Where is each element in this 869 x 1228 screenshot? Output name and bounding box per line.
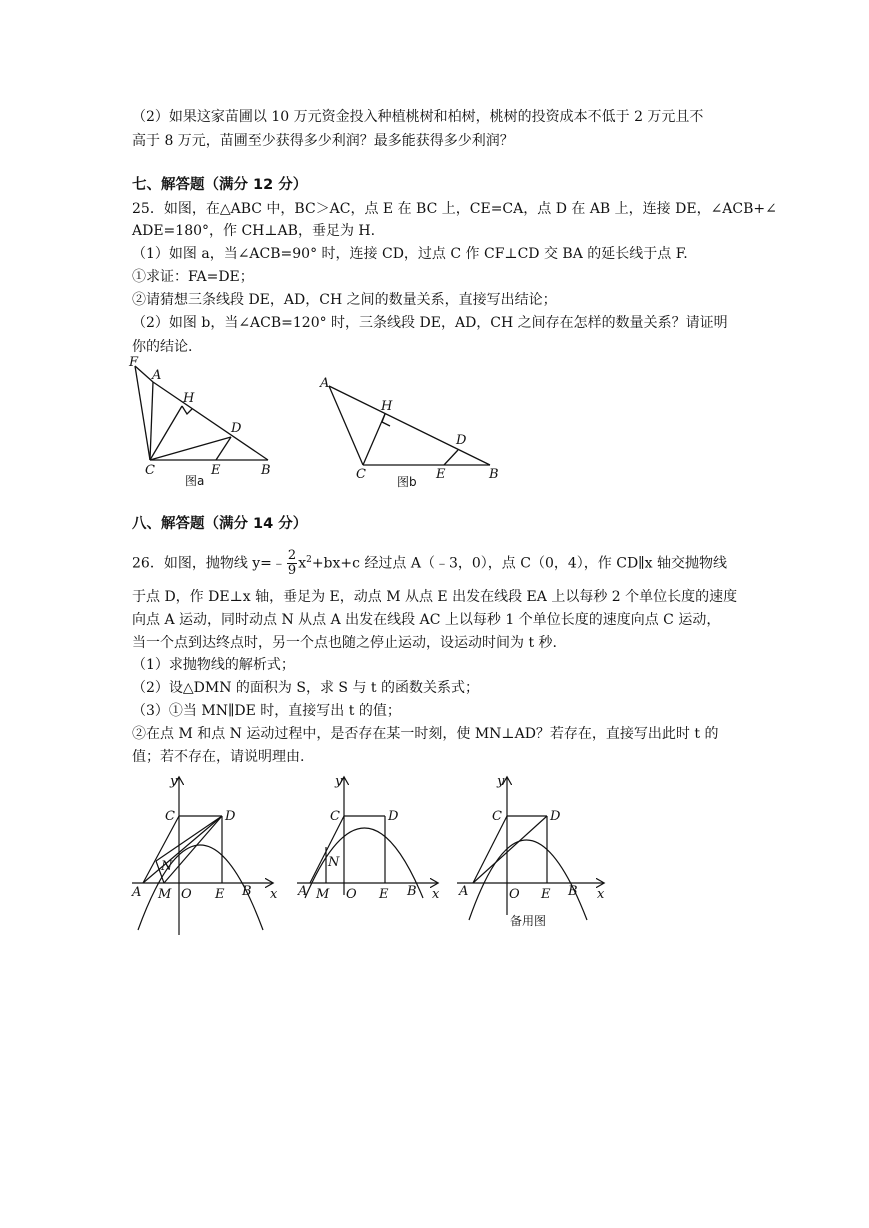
fig1-label-N: N	[161, 859, 173, 874]
q25-line-2: ADE=180°，作 CH⊥AB，垂足为 H.	[132, 223, 376, 239]
fig-b-label-D: D	[456, 433, 467, 448]
q26-line-1	[132, 549, 727, 578]
fig-a-label-C: C	[145, 463, 155, 478]
fraction-numerator: 2	[287, 548, 297, 563]
fig3-label-D: D	[550, 809, 561, 824]
figure-a	[125, 355, 285, 490]
fig-b-label-H: H	[381, 399, 393, 414]
fig3-label-y: y	[497, 774, 505, 789]
fig2-label-D: D	[388, 809, 399, 824]
fig2-label-A: A	[298, 884, 308, 899]
fig3-label-O: O	[509, 887, 520, 902]
fig-b-label-A: A	[320, 376, 330, 391]
fig2-label-x: x	[432, 887, 440, 902]
q26-line-4: 当一个点到达终点时，另一个点也随之停止运动，设运动时间为 t 秒.	[132, 635, 557, 651]
fig2-label-y: y	[335, 774, 343, 789]
q25-line-6: （2）如图 b，当∠ACB=120° 时，三条线段 DE，AD，CH 之间存在怎样的数量关系？请证明	[132, 315, 728, 331]
fig-a-label-D: D	[231, 421, 242, 436]
fig1-label-D: D	[225, 809, 236, 824]
q25-line-4: ①求证：FA=DE；	[132, 269, 254, 285]
fig1-label-y: y	[170, 774, 178, 789]
q26-line-1-post: +bx+c 经过点 A（﹣3，0），点 C（0，4），作 CD∥x 轴交抛物线	[311, 555, 727, 572]
fig1-label-A: A	[132, 885, 142, 900]
q25-line-1: 25．如图，在△ABC 中，BC＞AC，点 E 在 BC 上，CE=CA，点 D 在 AB 上，连接 DE，∠ACB+∠	[132, 201, 777, 217]
q24-line-2: 高于 8 万元，苗圃至少获得多少利润？最多能获得多少利润？	[132, 133, 514, 149]
fig1-label-C: C	[165, 809, 175, 824]
q26-line-1-pre: 26．如图，抛物线 y=﹣	[132, 555, 286, 572]
fig2-label-O: O	[346, 887, 357, 902]
fig3-label-E: E	[541, 887, 551, 902]
q25-line-3: （1）如图 a，当∠ACB=90° 时，连接 CD，过点 C 作 CF⊥CD 交 BA 的延长线于点 F.	[132, 246, 688, 262]
q26-line-6: （2）设△DMN 的面积为 S，求 S 与 t 的函数关系式；	[132, 680, 479, 696]
fig1-label-x: x	[270, 887, 278, 902]
fig3-label-x: x	[597, 887, 605, 902]
q26-line-7: （3）①当 MN∥DE 时，直接写出 t 的值；	[132, 703, 401, 719]
fig-a-label-E: E	[211, 463, 221, 478]
section-7-title: 七、解答题（满分 12 分）	[132, 177, 308, 193]
q26-line-1-sup: 2	[306, 554, 312, 565]
q26-line-3: 向点 A 运动，同时动点 N 从点 A 出发在线段 AC 上以每秒 1 个单位长度的速度向点 C 运动，	[132, 612, 721, 628]
fig1-label-B: B	[242, 884, 252, 899]
fig3-label-C: C	[492, 809, 502, 824]
q26-line-1-x: x	[298, 555, 307, 572]
q26-line-8: ②在点 M 和点 N 运动过程中，是否存在某一时刻，使 MN⊥AD？若存在，直接写出此时 t 的	[132, 726, 719, 742]
section-8-title: 八、解答题（满分 14 分）	[132, 516, 308, 532]
fig3-label-B: B	[568, 884, 578, 899]
fig3-caption: 备用图	[510, 914, 547, 928]
fig2-label-C: C	[330, 809, 340, 824]
fig1-label-O: O	[181, 887, 192, 902]
fig-b-label-C: C	[356, 467, 366, 482]
fig2-label-M: M	[316, 887, 330, 902]
parabola-figure-3	[455, 770, 610, 935]
figure-b	[315, 370, 510, 490]
q24-line-1: （2）如果这家苗圃以 10 万元资金投入种植桃树和柏树，桃树的投资成本不低于 2 万元且不	[132, 109, 704, 125]
parabola-figure-2	[295, 770, 445, 900]
fig2-label-E: E	[379, 887, 389, 902]
q25-line-7: 你的结论.	[132, 339, 193, 355]
fraction-denominator: 9	[287, 563, 297, 578]
fig-a-label-F: F	[129, 355, 139, 370]
fig-a-caption: 图a	[185, 474, 205, 488]
parabola-figure-1	[130, 770, 290, 940]
fraction	[287, 549, 297, 578]
fig2-label-N: N	[328, 855, 340, 870]
fig1-label-E: E	[215, 887, 225, 902]
fig-b-caption: 图b	[397, 475, 417, 489]
fig-a-label-A: A	[152, 368, 162, 383]
fig-a-label-H: H	[183, 391, 195, 406]
fig-b-label-E: E	[436, 467, 446, 482]
q26-line-9: 值；若不存在，请说明理由.	[132, 749, 305, 765]
fig-a-label-B: B	[261, 463, 271, 478]
q26-line-2: 于点 D，作 DE⊥x 轴，垂足为 E，动点 M 从点 E 出发在线段 EA 上以每秒 2 个单位长度的速度	[132, 589, 738, 605]
q26-line-5: （1）求抛物线的解析式；	[132, 657, 295, 673]
fig-b-label-B: B	[489, 467, 499, 482]
q25-line-5: ②请猜想三条线段 DE，AD，CH 之间的数量关系，直接写出结论；	[132, 292, 557, 308]
fig1-label-M: M	[158, 887, 172, 902]
fig3-label-A: A	[459, 884, 469, 899]
fig2-label-B: B	[407, 884, 417, 899]
